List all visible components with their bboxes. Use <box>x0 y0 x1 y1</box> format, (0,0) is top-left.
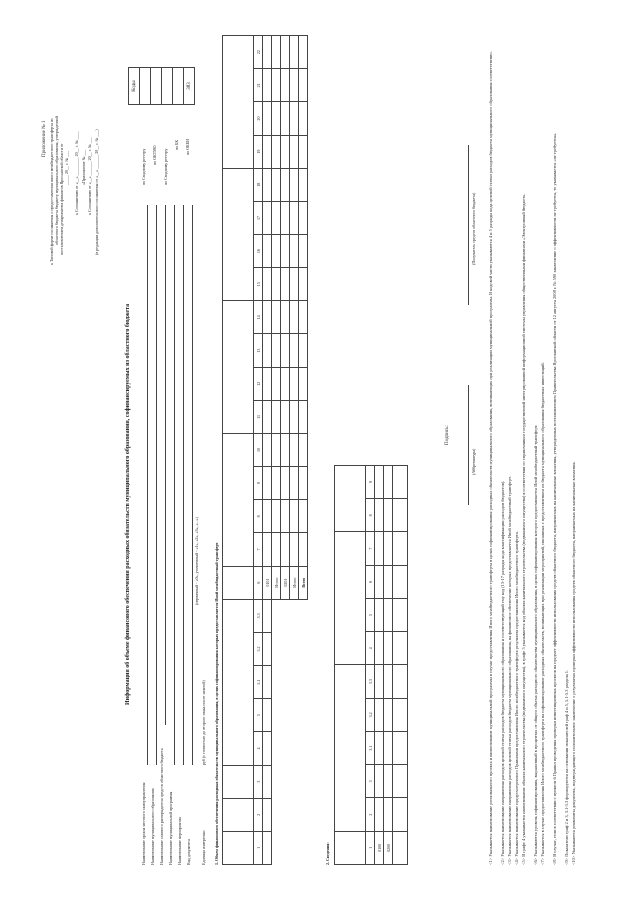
col-number: 21 <box>254 69 263 102</box>
col-number: 20 <box>254 102 263 135</box>
col-number: 1 <box>254 831 263 864</box>
col-number: 10 <box>254 433 263 466</box>
footnote: <9> Показатели граф 2 и 3, 3.1-3.3 формируются на основании показателей граф 4 и 5, 5.1-5.3 раздела 1. <box>564 669 569 865</box>
table-header-cell <box>335 466 366 533</box>
annex-to-line: к Соглашению от «__» _______ 20__ г. № ___ <box>87 137 92 215</box>
field-label: Наименование органа местного самоуправления <box>141 782 146 865</box>
table-header-cell <box>223 765 254 798</box>
codes-table <box>128 67 195 105</box>
col-number: 3.1 <box>366 732 375 765</box>
code-cell <box>140 68 151 105</box>
codes-label: по Сводному реестру <box>163 148 168 185</box>
unit-value: руб (с точностью до второго знака после запятой) <box>201 680 206 765</box>
agreement-line: к Соглашению от «__» _________ 20__ г. № ____ <box>74 131 79 215</box>
footnote: <10> Указываются реквизиты документа, подтверждающего положительное заключение о результатах проверки эффективности использования средств областного бюджета, направляемых на капитальные вложения. <box>571 461 576 865</box>
col-number: 19 <box>254 135 263 168</box>
code-cell <box>173 68 184 105</box>
col-number: 3.2 <box>366 698 375 731</box>
table-header-cell <box>335 532 366 665</box>
codes-label: по БК <box>174 139 179 150</box>
field-label: Вид документа <box>186 839 191 865</box>
col-number: 5 <box>254 699 263 732</box>
header-line: постановлением департамента финансов Ярославской области от <box>59 143 64 255</box>
field-label: Наименование главного распорядителя средств областного бюджета <box>159 748 164 865</box>
codes-header: Коды <box>129 68 140 105</box>
col-number: 5.2 <box>254 632 263 665</box>
codes-label: по ОКЕИ <box>185 138 190 155</box>
field-line <box>156 205 157 765</box>
field-line <box>165 205 166 725</box>
table-header-cell <box>223 566 254 599</box>
table-row <box>393 466 408 865</box>
field-label: Единица измерения: <box>201 830 206 865</box>
row-code: Всего <box>299 566 308 599</box>
signature-name: (Получатель средств областного бюджета) <box>471 192 476 265</box>
doc-type-note: (первичный - «0», уточненный - «1», «2», «3», «...») <box>194 517 199 605</box>
signature-line <box>468 145 469 305</box>
code-cell <box>162 68 173 105</box>
footnote: <5> В графе 4 указывается наименование объекта капитального строительства (недвижимого имущества), в графе 5 указывается код объекта капитального строительства (недвижимого имущества) в соответствии со справочником государственной интегрированной информационной системы управления общественными финансами «Электронный бюджет». <box>521 193 526 865</box>
footnote: <8> В случае, если в соответствии с пунктом 6 Правил проведения проверки инвестиционных проектов на предмет эффективности использования средств областного бюджета, направляемых на капитальные вложения, утвержденных постановлением Правительства Ярославской области от 12 августа 2008 г. № 590 заключение о эффективности не требуется, то указывается «не требуется». <box>552 132 557 865</box>
table-header-cell <box>335 665 366 831</box>
col-number: 15 <box>254 268 263 301</box>
field-label: Наименование муниципальной программы <box>168 791 173 865</box>
section1-title: 1. Объем финансового обеспечения расходных обязательств муниципального образования, в целях софинансирования которых предоставляется Иной межбюджетный трансферт <box>214 542 219 865</box>
col-number: 6 <box>366 565 375 598</box>
table-row <box>299 36 308 865</box>
col-number: 16 <box>254 235 263 268</box>
col-number: 2 <box>366 798 375 831</box>
table-row <box>384 466 393 865</box>
annex-line: «Приложение № ___ <box>81 149 86 185</box>
section2-table <box>334 465 408 865</box>
footnote: <6> Указываются уровень софинансирования, выраженный в процентах от общего объема расходного обязательства муниципального образования, в целях софинансирования которого предоставляется Иной межбюджетный трансферт. <box>533 424 538 865</box>
col-number: 9 <box>366 466 375 499</box>
table-row <box>272 36 281 865</box>
row-code: 0100 <box>375 831 384 864</box>
table-row <box>281 36 290 865</box>
col-number: 6 <box>254 566 263 599</box>
section1-table <box>222 35 308 865</box>
col-number: 5.1 <box>254 666 263 699</box>
col-number: 13 <box>254 334 263 367</box>
field-line <box>192 205 193 765</box>
field-line <box>183 205 184 765</box>
footnote: <1> Указывается наименование регионального проекта и наименование муниципальной программы в случае предоставления Иного межбюджетного трансферта в целях софинансирования расходных обязательств муниципального образования, возникающих при реализации муниципальной программы. В кодовой части указываются 4 и 5 разряды кода целевой статьи расходов бюджета муниципального образования соответственно. <box>488 51 493 865</box>
col-number: 5 <box>366 599 375 632</box>
table-header-cell <box>223 798 254 831</box>
table-header-cell <box>223 168 254 301</box>
table-header-cell <box>335 831 366 864</box>
col-number: 5.3 <box>254 599 263 632</box>
col-number: 7 <box>366 532 375 565</box>
row-code: 0101 <box>263 566 272 599</box>
col-number: 7 <box>254 533 263 566</box>
codes-label: по Сводному реестру <box>141 148 146 185</box>
field-line <box>147 205 148 765</box>
col-number: 8 <box>254 500 263 533</box>
col-number: 11 <box>254 400 263 433</box>
col-number: 18 <box>254 168 263 201</box>
header-line: к Типовой форме соглашения о предоставлении иного межбюджетного трансферта из <box>49 118 54 265</box>
col-number: 3 <box>254 765 263 798</box>
appendix-number: Приложение № 1 <box>42 120 47 157</box>
table-header-cell <box>223 433 254 566</box>
row-code: 0201 <box>281 566 290 599</box>
col-number: 4 <box>254 732 263 765</box>
col-number: 3.3 <box>366 665 375 698</box>
table-header-cell <box>223 831 254 864</box>
row-code: 0200 <box>384 831 393 864</box>
header-line: областного бюджета бюджету муниципального образования, утвержденной <box>54 116 59 245</box>
section2-title: 2. Сведения: <box>325 842 330 865</box>
header-line: _____ 20__ г. № ___ <box>64 150 69 185</box>
col-number: 12 <box>254 367 263 400</box>
col-number: 2 <box>254 798 263 831</box>
col-number: 14 <box>254 301 263 334</box>
table-header-cell <box>223 599 254 765</box>
signature-label: Подпись: <box>445 425 450 445</box>
field-label: Наименование муниципального образования <box>150 788 155 865</box>
signature-line <box>468 385 469 505</box>
page-title: Информация об объеме финансового обеспечения расходных обязательств муниципального образования, софинансируемых из областного бюджета <box>125 303 131 705</box>
footnote: <2> Указывается наименование направления расходов целевой статьи расходов бюджета муниципального образования и соответствующий ему код (13-17 разряды кода классификации расходов бюджетов). <box>500 480 505 865</box>
field-line <box>174 205 175 765</box>
footnote: <7> Указывается в случае предоставления Иного межбюджетного трансферта на софинансирование расходных обязательств, возникающих при реализации мероприятий, связанных с предоставлением из бюджета муниципального образования бюджетных инвестиций. <box>540 362 545 865</box>
col-number: 9 <box>254 467 263 500</box>
col-number: 8 <box>366 499 375 532</box>
col-number: 3 <box>366 765 375 798</box>
code-cell <box>151 68 162 105</box>
table-row <box>263 36 272 865</box>
codes-label: по ОКТМО <box>152 145 157 165</box>
col-number: 17 <box>254 201 263 234</box>
supplement-line: (в редакции дополнительного соглашения от «__» _______ 20__ г. № ___) <box>94 129 99 255</box>
footnote: <4> Указывается наименование предусмотренного Правилами предоставления Иного межбюджетного трансферта результата предоставления Иного межбюджетного трансферта. <box>514 531 519 865</box>
footnote: <3> Указывается наименование направления расходов целевой статьи расходов бюджета муниципального образования, на финансовое обеспечение которых предоставляется Иной межбюджетный трансферт. <box>507 476 512 865</box>
col-number: 4 <box>366 632 375 665</box>
col-number: 22 <box>254 36 263 69</box>
table-row <box>290 36 299 865</box>
signature-position: (Аббревиатура) <box>471 448 476 475</box>
row-code: Итого <box>290 566 299 599</box>
table-row <box>375 466 384 865</box>
field-label: Наименование мероприятия <box>177 816 182 865</box>
table-header-cell <box>223 301 254 434</box>
code-cell: 383 <box>184 68 195 105</box>
table-header-cell <box>223 36 254 169</box>
row-code: Итого <box>272 566 281 599</box>
col-number: 1 <box>366 831 375 864</box>
